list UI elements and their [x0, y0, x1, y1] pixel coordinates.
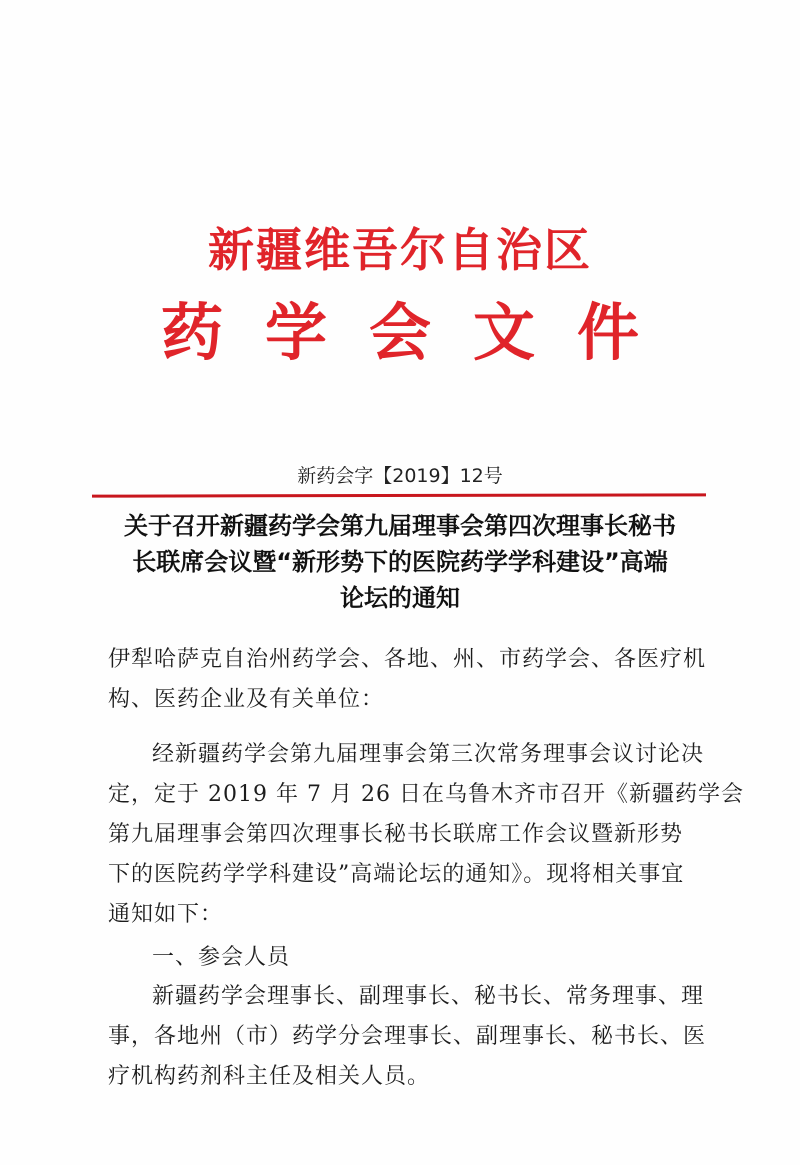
red-separator-line [92, 493, 706, 497]
title-line: 关于召开新疆药学会第九届理事会第四次理事长秘书 [124, 512, 676, 540]
notice-title [100, 508, 700, 616]
paragraph-line: 第九届理事会第四次理事长秘书长联席工作会议暨新形势 [108, 822, 684, 847]
paragraph-line: 事，各地州（市）药学分会理事长、副理事长、秘书长、医 [108, 1024, 707, 1049]
paragraph-line: 下的医院药学学科建设”高端论坛的通知》。现将相关事宜 [108, 862, 685, 887]
paragraph-line: 经新疆药学会第九届理事会第三次常务理事会议讨论决 [152, 742, 705, 767]
document-number: 新药会字【2019】12号 [297, 465, 503, 487]
paragraph-line: 定，定于 2019 年 7 月 26 日在乌鲁木齐市召开《新疆药学会 [108, 782, 744, 807]
paragraph-line: 通知如下： [108, 902, 224, 927]
section-heading-attendees [108, 938, 698, 978]
paragraph-intro [108, 735, 744, 935]
paragraph-attendees [108, 977, 707, 1097]
issuing-organization: 新疆维吾尔自治区 [208, 223, 592, 277]
paragraph-line: 疗机构药剂科主任及相关人员。 [108, 1064, 431, 1089]
title-line: 论坛的通知 [340, 584, 460, 612]
addressee [108, 640, 707, 720]
document-type-heading: 药学会文件 [160, 296, 681, 369]
section-heading-text: 一、参会人员 [152, 945, 291, 970]
addressee-line: 伊犁哈萨克自治州药学会、各地、州、市药学会、各医疗机 [108, 647, 707, 672]
title-line: 长联席会议暨“新形势下的医院药学学科建设”高端 [132, 548, 668, 576]
addressee-line: 构、医药企业及有关单位： [108, 687, 385, 712]
paragraph-line: 新疆药学会理事长、副理事长、秘书长、常务理事、理 [152, 984, 705, 1009]
